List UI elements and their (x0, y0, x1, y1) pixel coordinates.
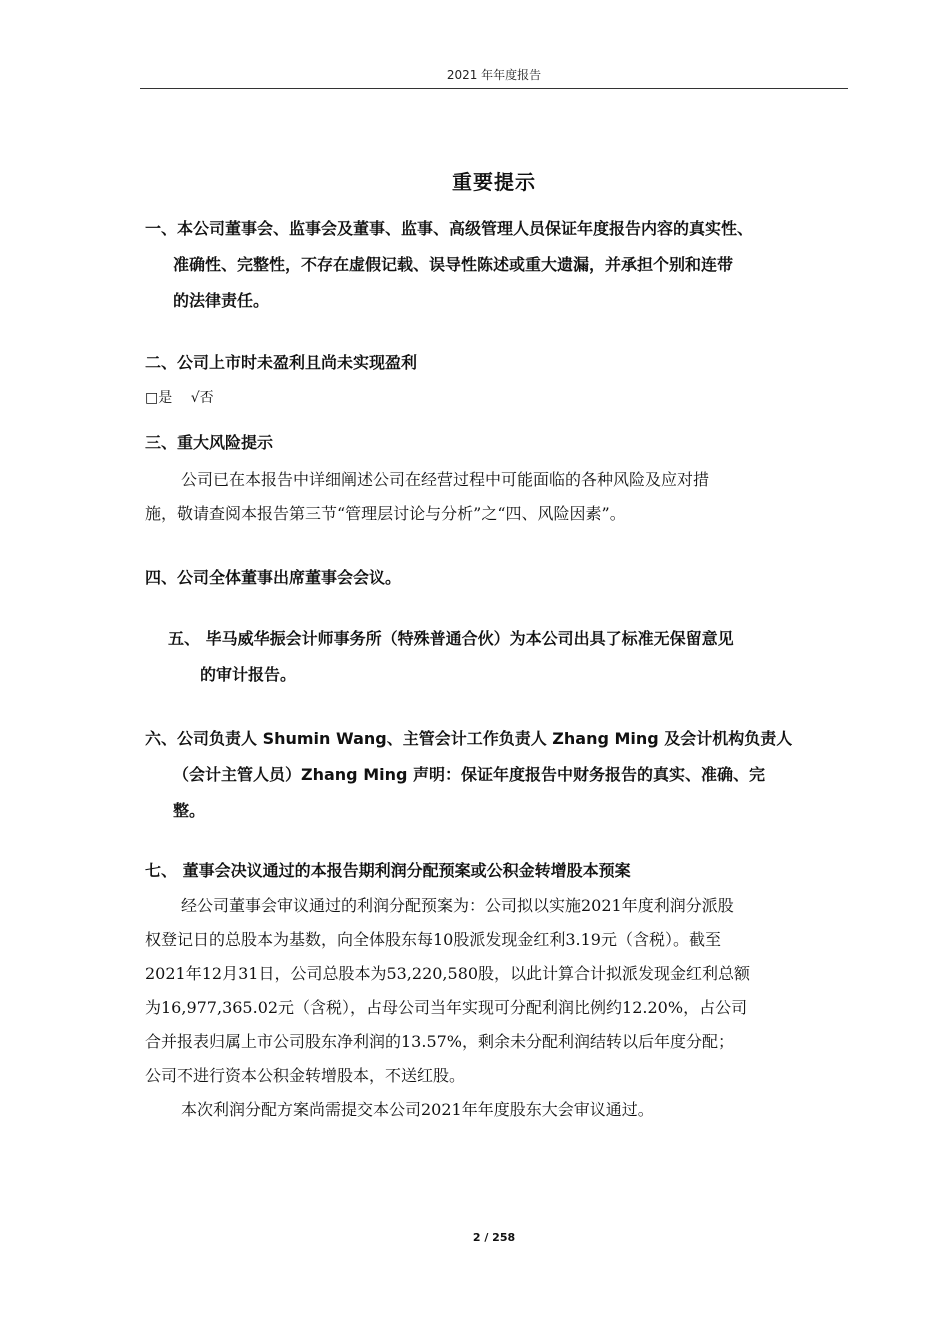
section-7-heading: 七、 董事会决议通过的本报告期利润分配预案或公积金转增股本预案 (145, 861, 631, 880)
section-7-body (145, 889, 750, 1127)
section-6-line: 整。 (173, 801, 206, 820)
paragraph-line: 公司不进行资本公积金转增股本，不送红股。 (145, 1066, 466, 1085)
paragraph-line: 权登记日的总股本为基数，向全体股东每10股派发现金红利3.19元（含税）。截至 (145, 930, 721, 949)
paragraph-line: 施，敬请查阅本报告第三节“管理层讨论与分析”之“四、风险因素”。 (145, 504, 626, 523)
section-6-line: （会计主管人员）Zhang Ming 声明：保证年度报告中财务报告的真实、准确、完 (173, 765, 766, 784)
option-no: √否 (190, 390, 214, 406)
section-1 (145, 211, 753, 319)
page-title: 重要提示 (452, 170, 536, 194)
section-3-body (145, 463, 709, 531)
section-5-line: 的审计报告。 (200, 665, 297, 684)
profit-checkbox-group (145, 388, 228, 408)
section-3-heading: 三、重大风险提示 (145, 433, 274, 452)
paragraph-line: 为16,977,365.02元（含税），占母公司当年实现可分配利润比例约12.20%，占公司 (145, 998, 748, 1017)
section-5 (168, 621, 734, 693)
section-1-line: 准确性、完整性，不存在虚假记载、误导性陈述或重大遗漏，并承担个别和连带 (173, 255, 734, 274)
section-2-heading: 二、公司上市时未盈利且尚未实现盈利 (145, 353, 418, 372)
running-header: 2021 年年度报告 (446, 68, 542, 82)
section-6 (145, 721, 792, 829)
section-4: 四、公司全体董事出席董事会会议。 (145, 568, 402, 587)
section-1-line: 一、本公司董事会、监事会及董事、监事、高级管理人员保证年度报告内容的真实性、 (145, 219, 754, 238)
section-1-line: 的法律责任。 (173, 291, 270, 310)
paragraph-line: 合并报表归属上市公司股东净利润的13.57%，剩余未分配利润结转以后年度分配； (145, 1032, 735, 1051)
section-6-line: 六、公司负责人 Shumin Wang、主管会计工作负责人 Zhang Ming 及会计机构负责人 (145, 729, 793, 748)
paragraph-line: 本次利润分配方案尚需提交本公司2021年年度股东大会审议通过。 (181, 1100, 654, 1119)
paragraph-line: 经公司董事会审议通过的利润分配预案为：公司拟以实施2021年度利润分派股 (181, 896, 734, 915)
paragraph-line: 公司已在本报告中详细阐述公司在经营过程中可能面临的各种风险及应对措 (181, 470, 710, 489)
section-5-line: 五、 毕马威华振会计师事务所（特殊普通合伙）为本公司出具了标准无保留意见 (168, 629, 734, 648)
option-yes: □是 (145, 390, 173, 406)
paragraph-line: 2021年12月31日，公司总股本为53,220,580股，以此计算合计拟派发现金红利总额 (145, 964, 751, 983)
page-number: 2 / 258 (472, 1231, 516, 1244)
header-divider (140, 88, 848, 89)
